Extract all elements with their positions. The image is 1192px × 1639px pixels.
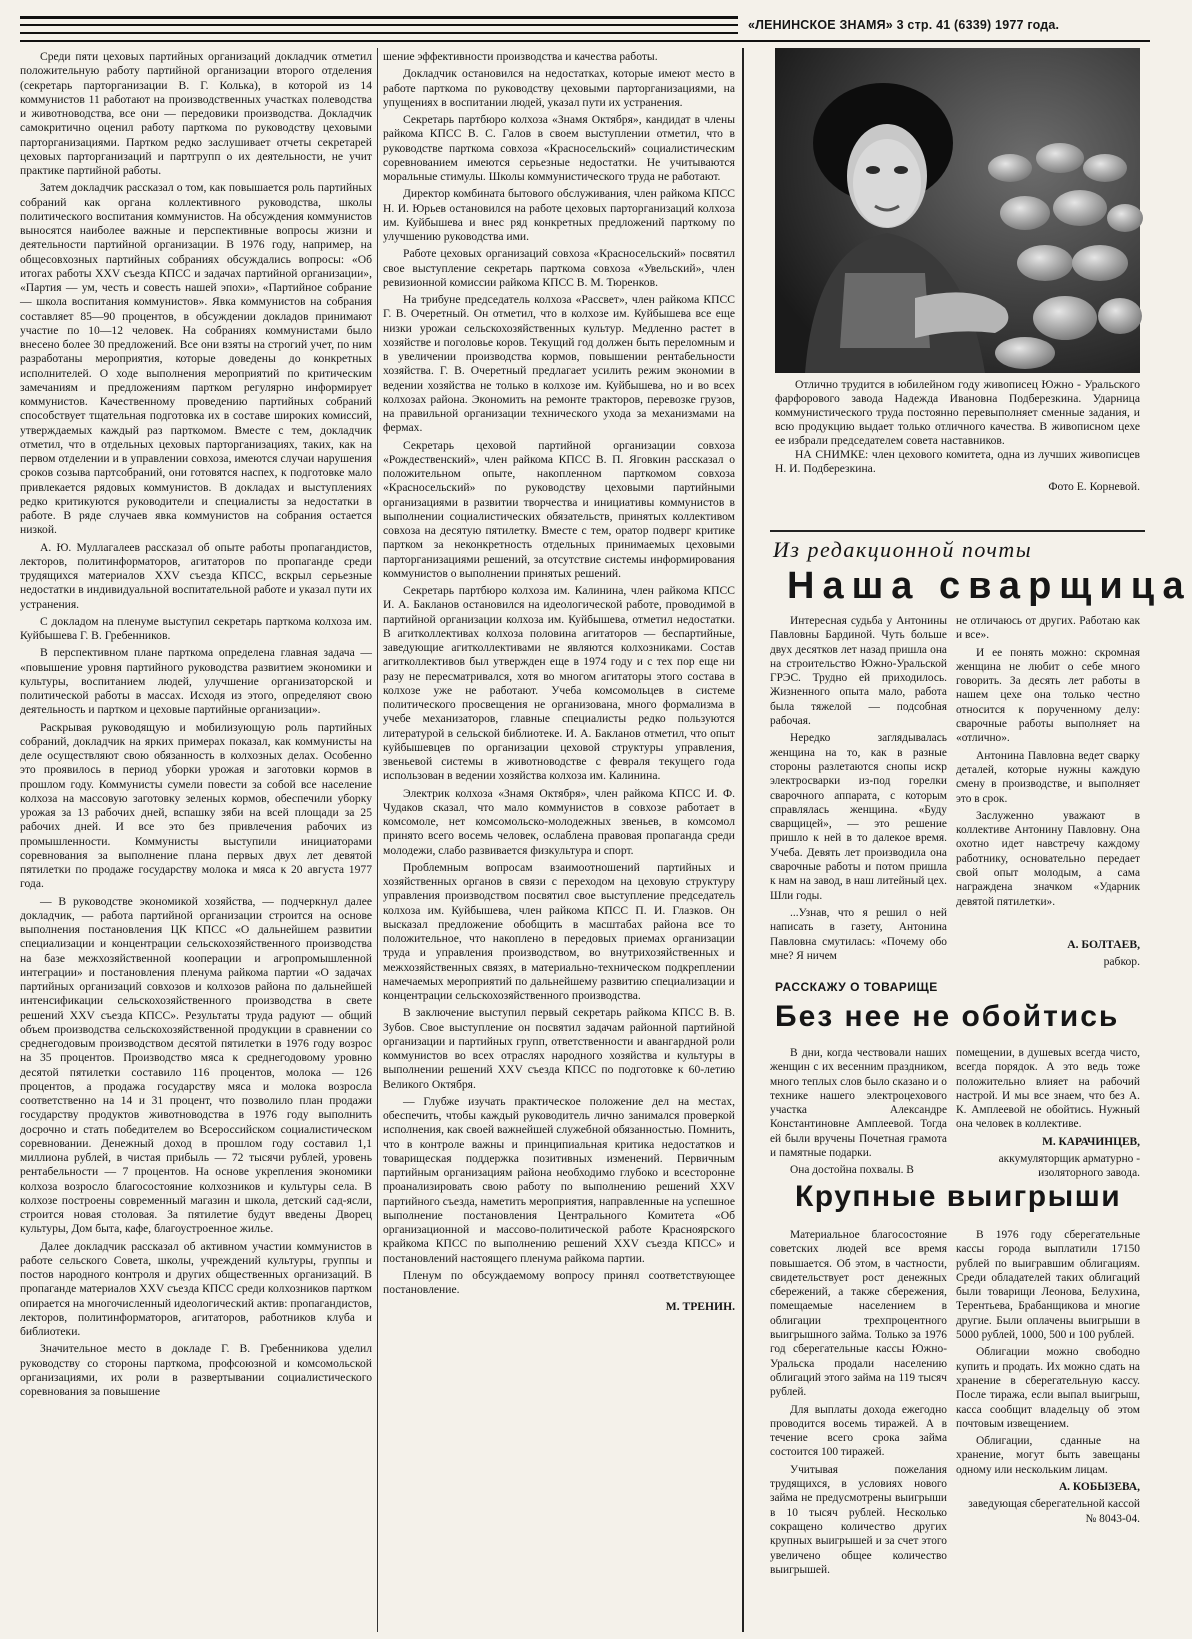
top-rule-3: [20, 32, 738, 34]
signature-role: рабкор.: [1103, 955, 1140, 969]
masthead: «ЛЕНИНСКОЕ ЗНАМЯ» 3 стр. 41 (6339) 1977 года.: [748, 18, 1060, 32]
paragraph: Интересная судьба у Антонины Павловны Бардиной. Чуть больше двух десятков лет назад пришла она на строительство Южно-Уральской ГРЭС. Трудно ей приходилось. Жизненного опыта мало, работа была тяжелой — подсобная рабочая.: [770, 615, 947, 728]
paragraph: Значительное место в докладе Г. В. Гребенникова уделил руководству со стороны парткома, профсоюзной и комсомольской организациями, их роли в развертывании социалистического соревнования за повышение: [20, 1342, 372, 1398]
photo-painter: [775, 48, 1140, 373]
article-welder-right: [956, 614, 1140, 914]
article-indispensable-left: [770, 1046, 947, 1176]
paragraph: Она достойна похвалы. В: [790, 1164, 914, 1177]
signature: М. ТРЕНИН.: [665, 1300, 735, 1314]
column-divider: [377, 48, 378, 1632]
kicker: РАССКАЖУ О ТОВАРИЩЕ: [775, 980, 938, 994]
column-divider-thick: [742, 48, 744, 1632]
top-rule-4: [20, 40, 1150, 42]
paragraph: Секретарь партбюро колхоза им. Калинина, член райкома КПСС И. А. Бакланов остановился на идеологической работе, проводимой в партийной организации колхоза им. Куйбышева, отметил недостатки. В агитколлективах колхоза половина агитаторов — беспартийные, заведующие агитколлективами не являются колхозниками. Состав агитколлективов был утвержден еще в 1974 году и с тех пор еще ни разу не пересматривался, хотя во многом агитаторы этого состава в колхозе уже не работают. Учеба комсомольцев в системе политического просвещения не организована, много формализма в учебе механизаторов, главные специалисты редко пользуются литературой в сельской библиотеке. И. А. Бакланов отметил, что опыт куйбышевцев по организации цеховой структуры управления, звеньевой системы в животноводстве с февраля текущего года использован в ведении хозяйства колхоза им. Калинина.: [383, 584, 735, 783]
paragraph: — Глубже изучать практическое положение дел на местах, обеспечить, чтобы каждый руководитель лично занимался проверкой исполнения, как своей важнейшей служебной обязанностью. Помнить, что в контроле важны и принципиальная критика недостатков и товарищеская поддержка позитивных изменений. Первичным партийным организациям района необходимо глубоко и всесторонне проанализировать свою работу по выполнению решений XXV партийного съезда, наметить мероприятия, направленные на успешное выполнение постановления Центрального Комитета «Об организационной и массово-политической работе Красноярского крайкома КПСС по выполнению решений XXV съезда КПСС» и постановлений настоящего пленума райкома партии.: [383, 1094, 735, 1265]
paragraph: С докладом на пленуме выступил секретарь парткома колхоза им. Куйбышева Г. В. Гребенников.: [20, 614, 372, 642]
signature-name: А. БОЛТАЕВ,: [1067, 938, 1140, 951]
article-winnings-right: [956, 1228, 1140, 1632]
article-welder-left: [770, 614, 947, 962]
signature: М. КАРАЧИНЦЕВ,: [1042, 1135, 1140, 1148]
rubric: Из редакционной почты: [773, 537, 1033, 562]
paragraph: Пленум по обсуждаемому вопросу принял соответствующее постановление.: [383, 1268, 735, 1296]
photo-image: [775, 48, 1140, 373]
paragraph: Для выплаты дохода ежегодно проводится восемь тиражей. А в течение всего срока займа состоится 100 тиражей.: [770, 1403, 947, 1459]
paragraph: Раскрывая руководящую и мобилизующую роль партийных собраний, докладчик на ярких примерах показал, как коммунисты на деле осуществляют свою обязанность в колхозных делах. Особенно это проявилось в период уборки урожая и заготовки кормов в прошлом году. Коммунисты сумели повести за собой все население колхоза на массовую заготовку зеленых кормов, обеспечили уборку урожая за 13 рабочих дней, вспашку зяби на всей площади за 25 рабочих дней. И все это без привлечения рабочих из промышленности. Коммунисты выступили инициаторами соревнования за выполнение плана первых двух лет девятой пятилетки по продаже государству молока и мяса к 20 августа 1977 года.: [20, 720, 372, 891]
paragraph: ...Узнав, что я решил о ней написать в газету, Антонина Павловна смутилась: «Почему обо мне? Я ничем: [770, 906, 947, 962]
signature: А. КОБЫЗЕВА,: [1058, 1481, 1140, 1494]
article-title-indispensable: Без нее не обойтись: [775, 1000, 1120, 1033]
photo-caption: [775, 378, 1140, 508]
paragraph: В дни, когда чествовали наших женщин с их весенним праздником, много теплых слов было сказано и о технике нашего электроцехового участка Александре Константиновне Амплеевой. Тогда ей были вручены Почетная грамота и памятные подарки.: [770, 1047, 947, 1160]
column-middle: [383, 50, 735, 1632]
paragraph: В заключение выступил первый секретарь райкома КПСС В. В. Зубов. Свое выступление он посвятил задачам районной партийной организации и партийных групп, ответственности и авангардной роли коммунистов во всех отраслях народного хозяйства и культуры в выполнении решений XXV съезда КПСС по подготовке к 60-летию Великого Октября.: [383, 1006, 735, 1091]
paragraph: Директор комбината бытового обслуживания, член райкома КПСС Н. И. Юрьев остановился на работе цеховых парторганизаций колхоза им. Куйбышева и внес ряд конкретных предложений парткому по улучшению руководства ими.: [383, 187, 735, 243]
section-rule: [770, 530, 1145, 532]
paragraph: Докладчик остановился на недостатках, которые имеют место в работе парткома по руководству цеховыми парторганизациями, на упущениях в воспитании людей, указал пути их устранения.: [383, 67, 735, 109]
paragraph: Заслуженно уважают в коллективе Антонину Павловну. Она охотно идет навстречу каждому работнику, основательно передает свой опыт молодым, а сама награждена значком «Ударник девятой пятилетки».: [956, 809, 1140, 908]
paragraph: Среди пяти цеховых партийных организаций докладчик отметил положительную работу партийной организации второго отделения (секретарь парторганизации В. Г. Колька), в которой из 14 коммунистов 11 работают на производственных участках полеводства и животноводства, все они — передовики производства. Докладчик самокритично оценил работу парткома по руководству цеховыми парторганизациями. Партком редко заслушивает отчеты секретарей цеховых парторганизаций и партгрупп о их деятельности, не учит практике партийной работы.: [20, 50, 372, 177]
paragraph: Облигации можно свободно купить и продать. Их можно сдать на хранение в сберегательную кассу. После тиража, если выпал выигрыш, касса сообщит владельцу об этом почтовым извещением.: [956, 1346, 1140, 1430]
paragraph: Электрик колхоза «Знамя Октября», член райкома КПСС И. Ф. Чудаков сказал, что мало коммунистов в совхозе работает в комсомоле, нет комсомольско-молодежных звеньев, в комсомол принято всего восемь человек, ослаблена правовая пропаганда среди молодежи, слабо развивается физкультура и спорт.: [383, 786, 735, 857]
paragraph: Проблемным вопросам взаимоотношений партийных и хозяйственных органов в связи с переходом на цеховую структуру управления производством посвятил свое выступление председатель колхоза им. Куйбышева, член райкома КПСС П. И. Глазков. Он высказал предложение обобщить в масштабах района все то положительное, что накоплено в передовых приемах организации труда и управления производством, во внутрихозяйственных и межхозяйственных связях, в материально-техническом подкреплении намечаемых мероприятий по дальнейшему развитию специализации и концентрации сельскохозяйственного производства.: [383, 860, 735, 1002]
paragraph: Работе цеховых организаций совхоза «Красносельский» посвятил свое выступление секретарь парткома совхоза «Увельский», член ревизионной комиссии райкома КПСС В. М. Тюренков.: [383, 247, 735, 289]
article-title-welder: Наша сварщица: [787, 565, 1192, 607]
paragraph: В перспективном плане парткома определена главная задача — «повышение уровня партийного руководства развитием экономики и культуры, воспитанием людей, улучшение организаторской и политической работы в массах. Исходя из этого, определяют свою деятельность и партком и цеховые партийные организации».: [20, 646, 372, 717]
paragraph: На трибуне председатель колхоза «Рассвет», член райкома КПСС Г. В. Очеретный. Он отметил, что в колхозе им. Куйбышева все еще низки урожаи сельскохозяйственных культур. Медленно растет в хозяйстве и поголовье коров. Текущий год должен быть переломным и в увеличении производства кормов, повышении рентабельности хозяйства. Г. В. Очеретный предлагает усилить режим экономии в ведении хозяйства не только в колхозе им. Куйбышева, но и во всех колхозах района. Экономить на ремонте тракторов, перевозке грузов, на правильной организации технического ухода за механизмами на фермах.: [383, 293, 735, 435]
top-rule-2: [20, 24, 738, 26]
photo-caption-text: Отлично трудится в юбилейном году живописец Южно - Уральского фарфорового завода Надежда Ивановна Подберезкина. Ударница коммунистического труда постоянно перевыполняет сменные задания, и всю продукцию выдает только отличного качества. В живописном цехе ее избрали председателем совета наставников.: [775, 378, 1140, 447]
top-rule-1: [20, 16, 738, 19]
signature-role: заведующая сберегательной кассой № 8043-04.: [968, 1498, 1140, 1525]
paragraph: Нередко заглядывалась женщина на то, как в разные стороны разлетаются снопы искр электросварки из-под горелки сварочного аппарата, с которым справлялась женщина. «Буду сварщицей», — это решение пришло к ней в то далекое время. Учеба. Девять лет производила она сварочные работы и потом пришла к нам на завод, в наш литейный цех. Шли годы.: [770, 732, 947, 902]
paragraph: помещении, в душевых всегда чисто, всегда порядок. А это ведь тоже положительно влияет на рабочий настрой. И мы все знаем, что без А. К. Амплеевой не обойтись. Нужный она человек в коллективе.: [956, 1047, 1140, 1131]
photo-caption-subtitle: НА СНИМКЕ: член цехового комитета, одна из лучших живописцев Н. И. Подберезкина.: [775, 448, 1140, 475]
paragraph: Антонина Павловна ведет сварку деталей, которые нужны каждую смену в производстве, и выполняет это в срок.: [956, 749, 1140, 805]
paragraph: шение эффективности производства и качества работы.: [383, 50, 658, 63]
paragraph: В 1976 году сберегательные кассы города выплатили 17150 рублей по выигравшим облигациям. Среди обладателей таких облигаций были товарищи Леонова, Белухина, Терентьева, Брабанщикова и многие другие. Были оплачены выигрыши в 5000 рублей, 1000, 500 и 100 рублей.: [956, 1229, 1140, 1342]
article-title-winnings: Крупные выигрыши: [795, 1180, 1122, 1213]
paragraph: Секретарь партбюро колхоза «Знамя Октября», кандидат в члены райкома КПСС В. С. Галов в своем выступлении отметил, что в руководстве парткома совхоза «Красносельский» социалистическим соревнованием имеются серьезные недостатки. Не учитываются моральные стимулы. Школы коммунистического труда не работают.: [383, 113, 735, 183]
paragraph: Секретарь цеховой партийной организации совхоза «Рождественский», член райкома КПСС В. П. Яговкин рассказал о положительном опыте, накопленном парткомом совхоза «Красносельский» по руководству цеховыми партийными организациями в развитии творчества и инициативы коммунистов в выполнении социалистических обязательств, принятых коллективом совхоза на десятую пятилетку. Вместе с тем, оратор подверг критике партком за неконкретность отдельных принимаемых цеховыми парторганизациями решений, за отсутствие системы информирования коммунистов о выполнении принятых решений.: [383, 438, 735, 580]
article-welder-signature: [940, 935, 1140, 971]
paragraph: И ее понять можно: скромная женщина не любит о себе много говорить. За десять лет работы в нашем цехе она только честно относится к порученному делу: сварочные работы выполняет на «отлично».: [956, 646, 1140, 745]
paragraph: Затем докладчик рассказал о том, как повышается роль партийных собраний как органа коллективного руководства, школы политического воспитания коммунистов. На обсуждения коммунистов выносятся наиболее важные и перспективные вопросы жизни и деятельности партийной организации. В 1976 году, например, на общесовхозных партийных собраниях обсуждались вопросы: «Об итогах работы XXV съезда КПСС и задачах партийной организации», «Партия — ум, честь и совесть нашей эпохи», «Партийное собрание — школа воспитания коммунистов». Явка коммунистов на собрания составляет 85—90 процентов, в обсуждении докладов принимают участие по 10—12 человек. На собраниях коммунистами было внесено более 30 предложений. Все они взяты на строгий учет, по ним разработаны мероприятия, которые доведены до конкретных исполнителей. О ходе выполнения мероприятий по критическим замечаниям и предложениям партком регулярно информирует коммунистов. Качественному проведению партийных собраний способствует тщательная подготовка их в составе широких комиссий, утверждаемых каждый раз парткомом. Вместе с тем, докладчик отметил, что в отдельных цеховых парторганизациях, таких, как на первом отделении и в управлении совхоза, имеются случаи нарушения сроков созыва партсобраний, они готовятся наспех, к подготовке мало привлекается рядовых коммунистов. В докладах и выступлениях редко критикуются руководители и специалисты за недостатки в работе. В ряде случаев явка коммунистов на собрания остается низкой.: [20, 181, 372, 537]
article-winnings-left: [770, 1228, 947, 1632]
paragraph: Облигации, сданные на хранение, могут быть завещаны одному или нескольким лицам.: [956, 1435, 1140, 1476]
paragraph: Далее докладчик рассказал об активном участии коммунистов в работе сельского Совета, школы, учреждений культуры, группы и постов народного контроля и других общественных организаций. В пропаганде материалов XXV съезда КПСС среди колхозников партком опирается на многочисленный идеологический актив: пропагандистов, лекторов, политинформаторов, агитаторов, работников клуба и библиотеки.: [20, 1239, 372, 1338]
column-left: [20, 50, 372, 1632]
paragraph: Материальное благосостояние советских людей все время повышается. Об этом, в частности, свидетельствует рост денежных сбережений, а также сбережения, помещаемые населением в облигации трехпроцентного выигрышного займа. Только за 1976 год сберегательные кассы Южно-Уральска продали населению облигаций этого займа на 119 тысяч рублей.: [770, 1229, 947, 1399]
article-indispensable-right: [956, 1046, 1140, 1180]
paragraph: Учитывая пожелания трудящихся, в условиях нового займа не предусмотрены выигрыши в 10 тысяч рублей. Несколько сокращено количество других крупных выигрышей и за счет этого увеличено общее количество выигрышей.: [770, 1463, 947, 1576]
signature-role: аккумуляторщик арматурно - изоляторного завода.: [998, 1153, 1140, 1180]
paragraph: — В руководстве экономикой хозяйства, — подчеркнул далее докладчик, — работа партийной организации строится на основе выполнения постановления ЦК КПСС «О дальнейшем развитии специализации и концентрации сельскохозяйственного производства на базе межхозяйственной кооперации и агропромышленной интеграции» и постановления пленума райкома партии «О задачах партийных организаций совхозов и колхозов района по дальнейшей интенсификации сельскохозяйственного производства в свете решений XXV съезда КПСС». Результаты труда радуют — общий объем производства сельскохозяйственной продукции в сравнении со среднегодовым производством десятой пятилетки в 1976 году возрос на 35 процентов. Производство мяса к среднегодовому уровню десятой пятилетки составило 116 процентов, молока — 126 процентов, а продажа государству мяса и молока возросла соответственно на 14 и 31 процент, что позволило план продажи государству продуктов животноводства в 1976 году выполнить досрочно и стать победителем во Всероссийском социалистическом соревновании. Денежный доход в прошлом году составил 1,1 миллиона рублей, в чистая прибыль — 72 тысячи рублей, уровень рентабельности — 7 процентов. На основе укрепления экономики колхоза возросло благосостояние колхозников и культуры села. В колхозе построены современный магазин и школа, детский сад-ясли, строится новая столовая. За пятилетие будут введены Дворец культуры, Дом быта, кафе, благоустроенное жилье.: [20, 894, 372, 1236]
paragraph: не отличаюсь от других. Работаю как и все».: [956, 615, 1140, 642]
photo-credit: Фото Е. Корневой.: [1048, 480, 1140, 493]
paragraph: А. Ю. Муллагалеев рассказал об опыте работы пропагандистов, лекторов, политинформаторов, агитаторов по пропаганде среди трудящихся материалов XXV съезда КПСС, вскрыл серьезные недостатки в индивидуальной воспитательной работе и указал пути их устранения.: [20, 540, 372, 611]
